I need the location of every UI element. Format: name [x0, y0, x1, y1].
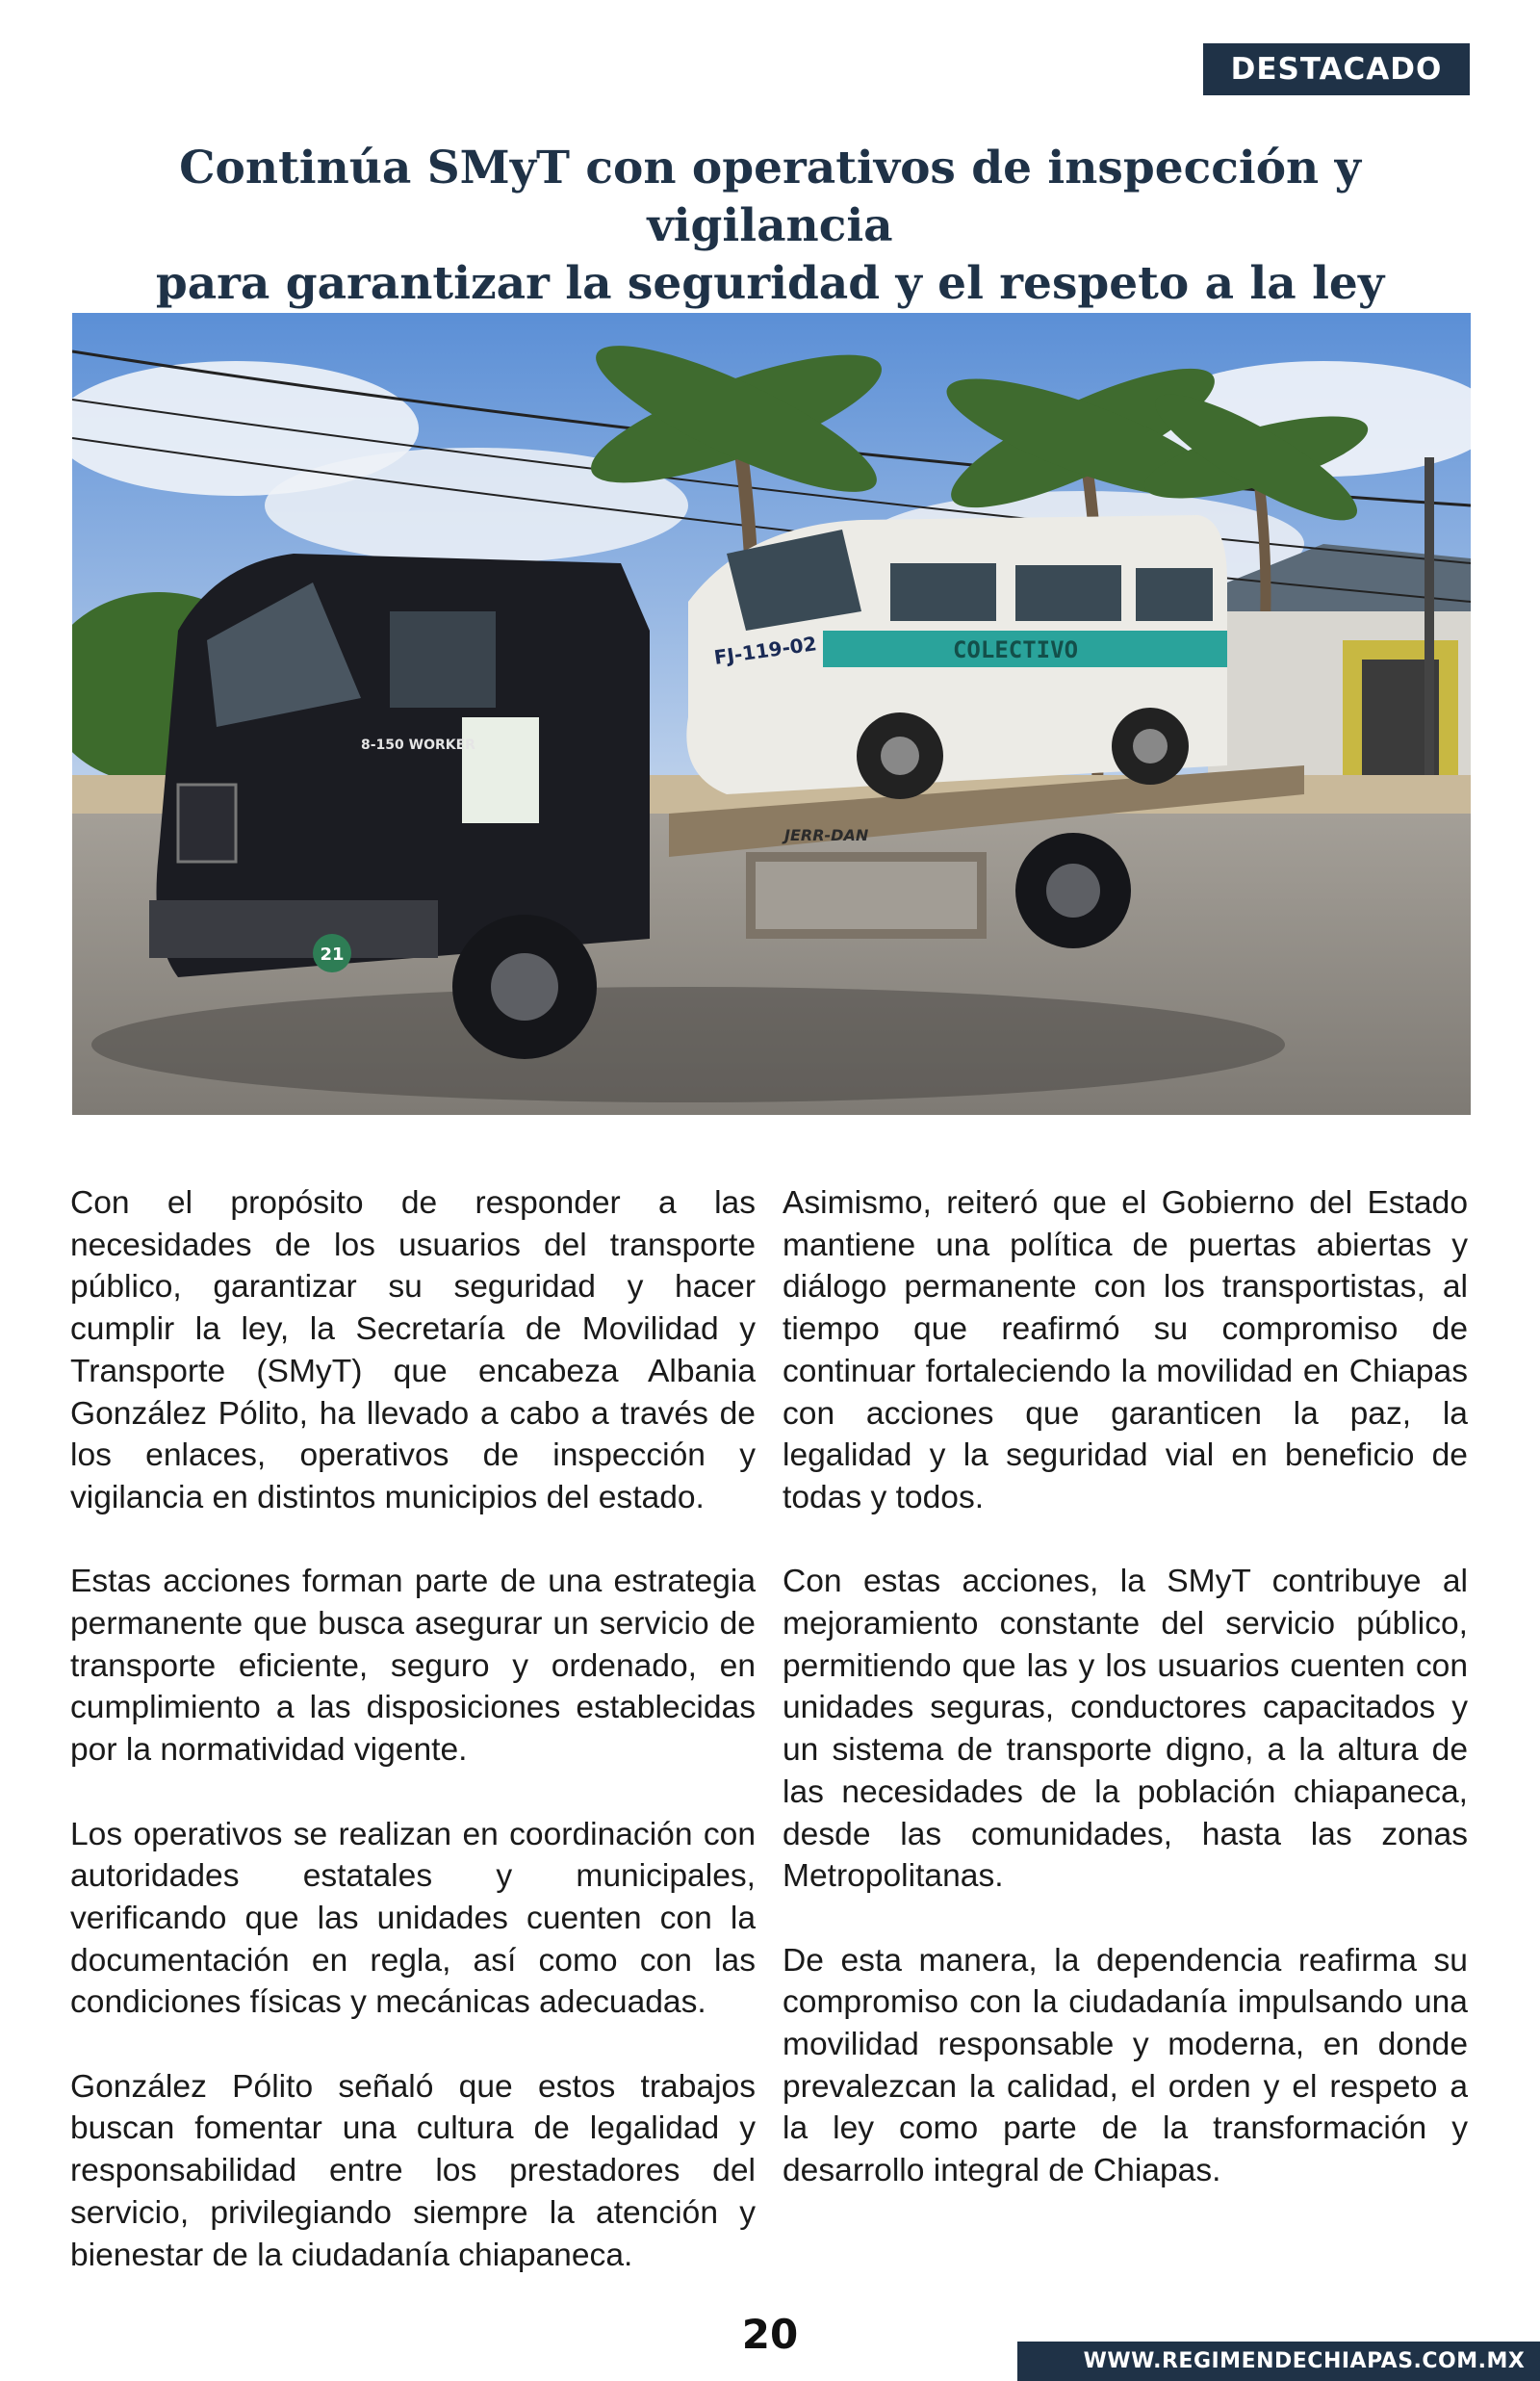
page-number: 20 [741, 2311, 799, 2358]
section-tag: DESTACADO [1203, 43, 1470, 95]
article-column-left [70, 1182, 756, 2318]
headline-line-2: para garantizar la seguridad y el respeto a la ley [155, 257, 1385, 310]
bed-brand: JERR-DAN [784, 826, 869, 844]
paragraph: Los operativos se realizan en coordinación con autoridades estatales y municipales, verificando que las unidades cuenten con la documentación en regla, así como con las condiciones físicas y mecánicas adecuadas. [70, 1816, 756, 2021]
article-column-right [783, 1182, 1468, 2235]
paragraph: González Pólito señaló que estos trabajos buscan fomentar una cultura de legalidad y responsabilidad entre los prestadores del servicio, privilegiando siempre la atención y bienestar de la ciudadanía chiapaneca. [70, 2068, 756, 2273]
paragraph: Estas acciones forman parte de una estrategia permanente que busca asegurar un servicio de transporte eficiente, seguro y ordenado, en cumplimiento a las disposiciones establecidas por la normatividad vigente. [70, 1564, 756, 1769]
truck-number: 21 [320, 945, 345, 965]
paragraph: Con el propósito de responder a las necesidades de los usuarios del transporte público, garantizar su seguridad y hacer cumplir la ley, la Secretaría de Movilidad y Transporte (SMyT) que encabeza Albania González Pólito, ha llevado a cabo a través de los enlaces, operativos de inspección y vigilancia en distintos municipios del estado. [70, 1185, 756, 1515]
paragraph: Asimismo, reiteró que el Gobierno del Estado mantiene una política de puertas abiertas y diálogo permanente con los transportistas, al tiempo que reafirmó su compromiso de continuar fortaleciendo la movilidad en Chiapas con acciones que garanticen la paz, la legalidad y la seguridad vial en beneficio de todas y todos. [783, 1185, 1468, 1515]
van-label: COLECTIVO [952, 636, 1079, 663]
truck-model: 8-150 WORKER [361, 738, 475, 753]
paragraph: Con estas acciones, la SMyT contribuye al mejoramiento constante del servicio público, permitiendo que las y los usuarios cuenten con unidades seguras, conductores capacitados y un sistema de transporte digno, a la altura de las necesidades de la población chiapaneca, desde las comunidades, hasta las zonas Metropolitanas. [783, 1564, 1468, 1895]
footer-url: WWW.REGIMENDECHIAPAS.COM.MX [1083, 2349, 1526, 2373]
headline-line-1: Continúa SMyT con operativos de inspección y vigilancia [179, 142, 1361, 252]
article-photo [72, 313, 1471, 1115]
paragraph: De esta manera, la dependencia reafirma su compromiso con la ciudadanía impulsando una movilidad responsable y moderna, en donde prevalezcan la calidad, el orden y el respeto a la ley como parte de la transformación y desarrollo integral de Chiapas. [783, 1942, 1468, 2189]
van-plate: FJ-119-02 [712, 632, 818, 669]
headline [87, 140, 1453, 313]
tow-truck-photo-icon [72, 313, 1471, 1115]
